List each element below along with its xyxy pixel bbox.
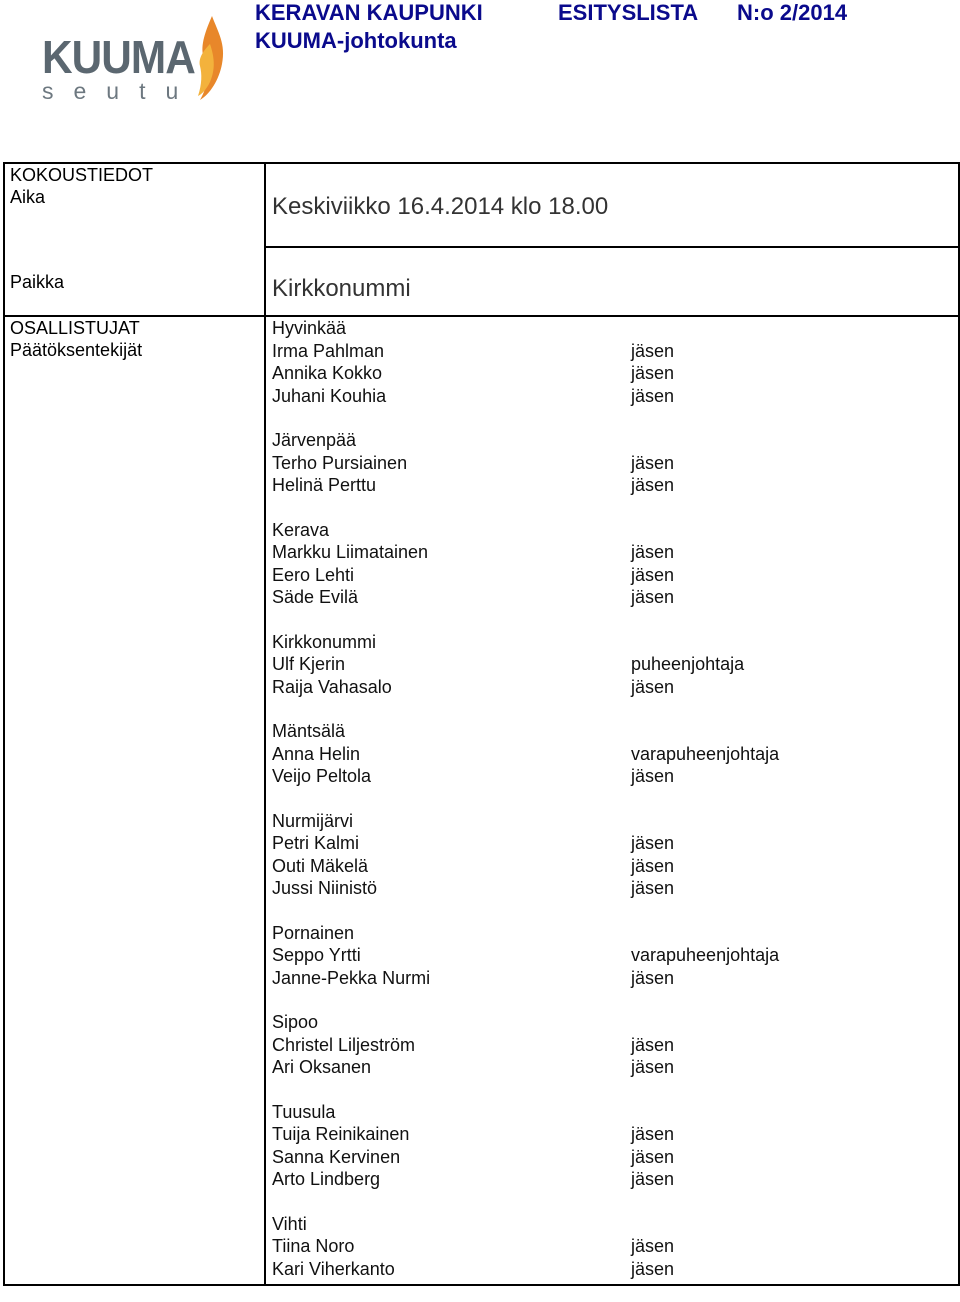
municipality-group (272, 1101, 952, 1191)
member-role: varapuheenjohtaja (631, 945, 780, 965)
municipality-group (272, 317, 952, 407)
member-name: Annika Kokko (272, 363, 383, 383)
row-divider-time (264, 246, 958, 248)
member-name: Kari Viherkanto (272, 1258, 395, 1279)
member-name: Petri Kalmi (272, 833, 360, 853)
member-name: Arto Lindberg (272, 1169, 381, 1189)
member-row (272, 944, 952, 967)
member-row (272, 1123, 952, 1146)
member-row (272, 1056, 952, 1079)
section-label-meeting-info: KOKOUSTIEDOT (10, 165, 154, 185)
board-title: KUUMA-johtokunta (255, 28, 457, 53)
member-role: jäsen (631, 475, 675, 495)
kuuma-seutu-logo (38, 14, 233, 104)
municipality-name: Hyvinkää (272, 318, 347, 338)
member-row (272, 586, 952, 609)
member-name: Seppo Yrtti (272, 945, 361, 965)
member-role: varapuheenjohtaja (631, 743, 780, 764)
municipality-name: Nurmijärvi (272, 810, 353, 831)
member-row (272, 855, 952, 878)
member-row (272, 474, 952, 497)
member-role: jäsen (631, 587, 675, 607)
member-row (272, 1034, 952, 1057)
member-name: Veijo Peltola (272, 766, 372, 786)
member-role: jäsen (631, 1057, 675, 1077)
member-role: jäsen (631, 385, 675, 406)
municipality-name: Mäntsälä (272, 721, 346, 741)
member-name: Jussi Niinistö (272, 878, 378, 898)
member-role: jäsen (631, 340, 675, 361)
member-role: jäsen (631, 855, 675, 876)
meeting-place-value: Kirkkonummi (272, 275, 411, 302)
flame-icon (188, 14, 228, 104)
logo-subtitle: seutu (42, 78, 199, 104)
member-row (272, 877, 952, 900)
municipality-name: Vihti (272, 1213, 307, 1234)
member-role: jäsen (631, 676, 675, 697)
member-row (272, 1168, 952, 1191)
member-role: jäsen (631, 1034, 675, 1055)
member-role: jäsen (631, 542, 675, 562)
participant-groups (272, 317, 952, 1302)
organization-title: KERAVAN KAUPUNKI (255, 0, 483, 25)
place-label: Paikka (10, 272, 65, 292)
municipality-name: Pornainen (272, 922, 355, 943)
municipality-group (272, 429, 952, 497)
member-name: Raija Vahasalo (272, 676, 392, 697)
municipality-group (272, 519, 952, 609)
member-name: Juhani Kouhia (272, 385, 387, 406)
municipality-name: Kirkkonummi (272, 631, 377, 652)
municipality-group (272, 922, 952, 990)
member-row (272, 1258, 952, 1281)
member-role: jäsen (631, 1258, 675, 1279)
member-name: Markku Liimatainen (272, 542, 429, 562)
document-number: N:o 2/2014 (737, 0, 848, 25)
member-row (272, 832, 952, 855)
member-name: Helinä Perttu (272, 475, 377, 495)
member-name: Tiina Noro (272, 1236, 355, 1256)
member-name: Ulf Kjerin (272, 654, 346, 674)
document-type: ESITYSLISTA (558, 0, 699, 25)
member-role: jäsen (631, 564, 675, 585)
member-row (272, 765, 952, 788)
municipality-name: Kerava (272, 519, 330, 540)
member-row (272, 743, 952, 766)
member-role: jäsen (631, 452, 675, 473)
municipality-name: Sipoo (272, 1012, 319, 1032)
member-row (272, 676, 952, 699)
participants-label: OSALLISTUJAT (10, 318, 140, 338)
municipality-group (272, 810, 952, 900)
member-role: jäsen (631, 1146, 675, 1167)
time-label: Aika (10, 187, 46, 207)
member-row (272, 967, 952, 990)
column-divider (264, 162, 266, 1284)
municipality-name: Tuusula (272, 1101, 336, 1122)
member-name: Tuija Reinikainen (272, 1124, 410, 1144)
municipality-group (272, 1213, 952, 1281)
member-name: Sanna Kervinen (272, 1146, 401, 1167)
municipality-group (272, 1011, 952, 1079)
member-row (272, 1235, 952, 1258)
member-role: jäsen (631, 878, 675, 898)
member-role: jäsen (631, 833, 675, 853)
member-name: Janne-Pekka Nurmi (272, 967, 431, 988)
municipality-name: Järvenpää (272, 430, 357, 450)
member-name: Irma Pahlman (272, 340, 385, 361)
member-row (272, 653, 952, 676)
member-row (272, 340, 952, 363)
member-name: Anna Helin (272, 743, 361, 764)
member-role: jäsen (631, 363, 675, 383)
member-row (272, 1146, 952, 1169)
decision-makers-label: Päätöksentekijät (10, 340, 143, 360)
logo-wordmark: KUUMA (42, 31, 195, 83)
member-name: Säde Evilä (272, 587, 359, 607)
member-name: Christel Liljeström (272, 1034, 416, 1055)
member-row (272, 541, 952, 564)
member-name: Eero Lehti (272, 564, 355, 585)
member-role: jäsen (631, 766, 675, 786)
municipality-group (272, 631, 952, 699)
member-row (272, 385, 952, 408)
member-name: Outi Mäkelä (272, 855, 369, 876)
municipality-group (272, 720, 952, 788)
member-row (272, 564, 952, 587)
member-role: jäsen (631, 1236, 675, 1256)
member-name: Terho Pursiainen (272, 452, 408, 473)
member-row (272, 452, 952, 475)
member-row (272, 362, 952, 385)
meeting-time-value: Keskiviikko 16.4.2014 klo 18.00 (272, 193, 609, 220)
member-role: jäsen (631, 1124, 675, 1144)
member-role: jäsen (631, 1169, 675, 1189)
member-role: puheenjohtaja (631, 654, 745, 674)
member-role: jäsen (631, 967, 675, 988)
member-name: Ari Oksanen (272, 1057, 372, 1077)
